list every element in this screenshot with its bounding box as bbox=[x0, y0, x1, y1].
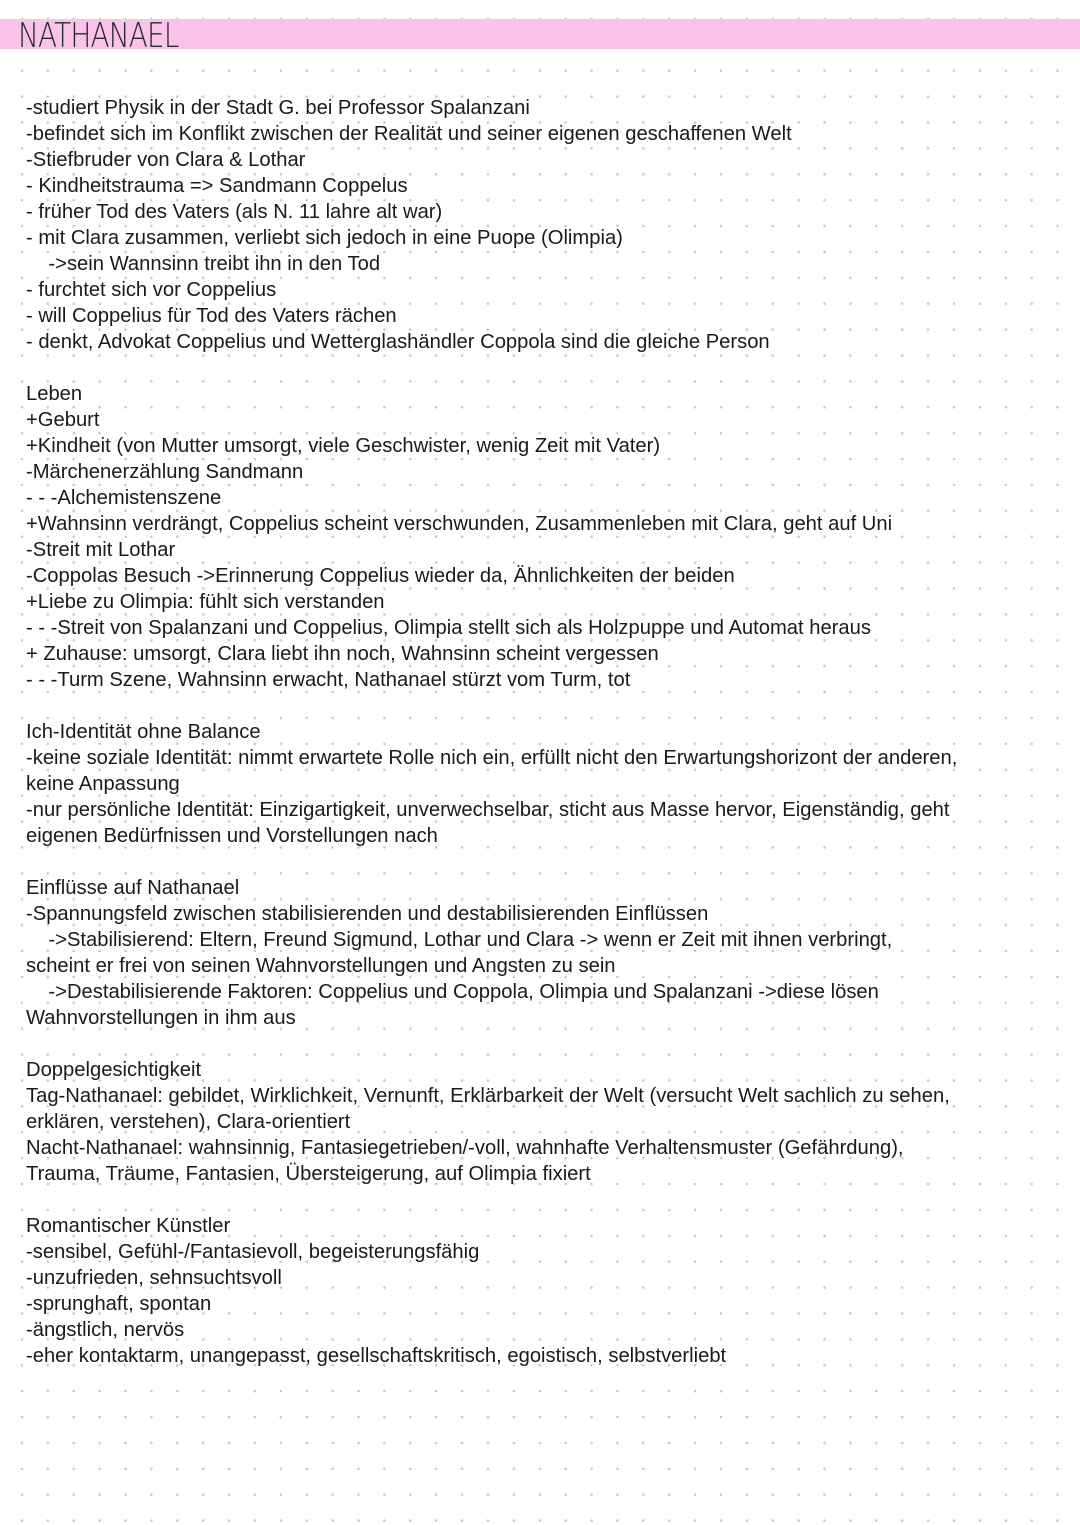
einfluesse-line: -Spannungsfeld zwischen stabilisierenden und destabilisierenden Einflüssen bbox=[26, 903, 709, 925]
page-title: NATHANAEL bbox=[18, 16, 179, 56]
intro-line: -befindet sich im Konflikt zwischen der Realität und seiner eigenen geschaffenen Welt bbox=[26, 123, 792, 145]
kuenstler-line: -sprunghaft, spontan bbox=[26, 1293, 212, 1315]
einfluesse-line: Wahnvorstellungen in ihm aus bbox=[26, 1007, 296, 1029]
intro-line: - will Coppelius für Tod des Vaters rächen bbox=[26, 305, 397, 327]
kuenstler-line: -ängstlich, nervös bbox=[26, 1319, 185, 1341]
identitaet-line: -keine soziale Identität: nimmt erwartete Rolle nich ein, erfüllt nicht den Erwartungshorizont der anderen, bbox=[26, 747, 958, 769]
section-heading-leben: Leben bbox=[26, 383, 83, 405]
kuenstler-line: -sensibel, Gefühl-/Fantasievoll, begeisterungsfähig bbox=[26, 1241, 480, 1263]
section-doppel bbox=[26, 1057, 1056, 1187]
leben-line: +Liebe zu Olimpia: fühlt sich verstanden bbox=[26, 591, 385, 613]
doppel-line: Trauma, Träume, Fantasien, Übersteigerung, auf Olimpia fixiert bbox=[26, 1163, 591, 1185]
leben-line: +Wahnsinn verdrängt, Coppelius scheint verschwunden, Zusammenleben mit Clara, geht auf Uni bbox=[26, 513, 893, 535]
intro-line: - mit Clara zusammen, verliebt sich jedoch in eine Puope (Olimpia) bbox=[26, 227, 623, 249]
doppel-line: Tag-Nathanael: gebildet, Wirklichkeit, Vernunft, Erklärbarkeit der Welt (versucht Welt sachlich zu sehen, bbox=[26, 1085, 950, 1107]
leben-line: - - -Turm Szene, Wahnsinn erwacht, Nathanael stürzt vom Turm, tot bbox=[26, 669, 631, 691]
intro-line: - furchtet sich vor Coppelius bbox=[26, 279, 277, 301]
leben-line: -Streit mit Lothar bbox=[26, 539, 176, 561]
intro-line: -Stiefbruder von Clara & Lothar bbox=[26, 149, 306, 171]
section-leben bbox=[26, 381, 1056, 693]
intro-line: - Kindheitstrauma => Sandmann Coppelus bbox=[26, 175, 408, 197]
section-kuenstler bbox=[26, 1213, 1056, 1369]
intro-line: ->sein Wannsinn treibt ihn in den Tod bbox=[26, 253, 381, 275]
section-heading-identitaet: Ich-Identität ohne Balance bbox=[26, 721, 261, 743]
einfluesse-line: scheint er frei von seinen Wahnvorstellungen und Angsten zu sein bbox=[26, 955, 616, 977]
intro-line: -studiert Physik in der Stadt G. bei Professor Spalanzani bbox=[26, 97, 530, 119]
leben-line: -Märchenerzählung Sandmann bbox=[26, 461, 304, 483]
section-heading-kuenstler: Romantischer Künstler bbox=[26, 1215, 231, 1237]
kuenstler-line: -unzufrieden, sehnsuchtsvoll bbox=[26, 1267, 282, 1289]
leben-line: - - -Alchemistenszene bbox=[26, 487, 222, 509]
section-einfluesse bbox=[26, 875, 1056, 1031]
identitaet-line: eigenen Bedürfnissen und Vorstellungen nach bbox=[26, 825, 438, 847]
leben-line: + Zuhause: umsorgt, Clara liebt ihn noch, Wahnsinn scheint vergessen bbox=[26, 643, 659, 665]
section-intro bbox=[26, 95, 1056, 355]
einfluesse-line: ->Stabilisierend: Eltern, Freund Sigmund, Lothar und Clara -> wenn er Zeit mit ihnen verbringt, bbox=[26, 929, 893, 951]
leben-line: - - -Streit von Spalanzani und Coppelius, Olimpia stellt sich als Holzpuppe und Automat heraus bbox=[26, 617, 871, 639]
leben-line: +Geburt bbox=[26, 409, 100, 431]
einfluesse-line: ->Destabilisierende Faktoren: Coppelius und Coppola, Olimpia und Spalanzani ->diese lösen bbox=[26, 981, 879, 1003]
section-heading-doppel: Doppelgesichtigkeit bbox=[26, 1059, 202, 1081]
identitaet-line: -nur persönliche Identität: Einzigartigkeit, unverwechselbar, sticht aus Masse hervor, Eigenständig, geht bbox=[26, 799, 950, 821]
leben-line: +Kindheit (von Mutter umsorgt, viele Geschwister, wenig Zeit mit Vater) bbox=[26, 435, 661, 457]
identitaet-line: keine Anpassung bbox=[26, 773, 180, 795]
kuenstler-line: -eher kontaktarm, unangepasst, gesellschaftskritisch, egoistisch, selbstverliebt bbox=[26, 1345, 727, 1367]
doppel-line: erklären, verstehen), Clara-orientiert bbox=[26, 1111, 351, 1133]
section-heading-einfluesse: Einflüsse auf Nathanael bbox=[26, 877, 240, 899]
intro-line: - denkt, Advokat Coppelius und Wetterglashändler Coppola sind die gleiche Person bbox=[26, 331, 770, 353]
intro-line: - früher Tod des Vaters (als N. 11 lahre alt war) bbox=[26, 201, 443, 223]
leben-line: -Coppolas Besuch ->Erinnerung Coppelius wieder da, Ähnlichkeiten der beiden bbox=[26, 565, 735, 587]
note-content bbox=[26, 95, 1056, 1395]
section-identitaet bbox=[26, 719, 1056, 849]
doppel-line: Nacht-Nathanael: wahnsinnig, Fantasiegetrieben/-voll, wahnhafte Verhaltensmuster (Gefährdung), bbox=[26, 1137, 904, 1159]
